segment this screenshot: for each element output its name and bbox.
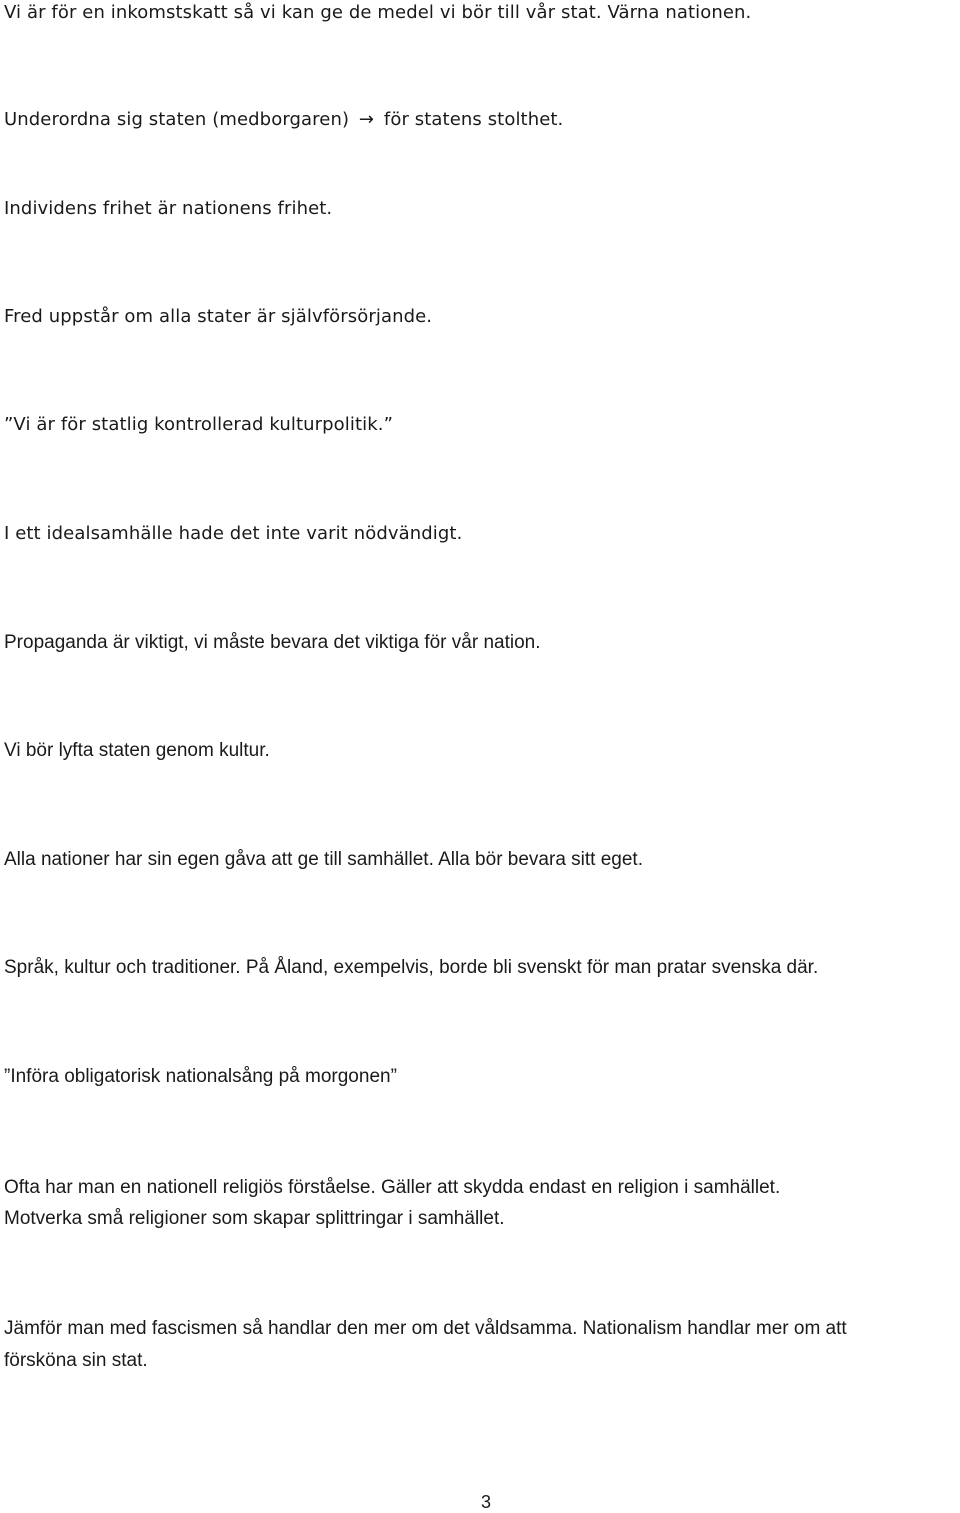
text-line-3: Individens frihet är nationens frihet. (4, 198, 333, 219)
text-line-4: Fred uppstår om alla stater är självförsörjande. (4, 306, 433, 327)
text-line-12: Ofta har man en nationell religiös förståelse. Gäller att skydda endast en religion i samhället. (4, 1177, 781, 1198)
text-line-10: Språk, kultur och traditioner. På Åland, exempelvis, borde bli svenskt för man pratar svenska där. (4, 957, 819, 978)
text-line-13: Motverka små religioner som skapar splittringar i samhället. (4, 1208, 505, 1229)
text-line-7: Propaganda är viktigt, vi måste bevara det viktiga för vår nation. (4, 632, 541, 653)
text-line-11: ”Införa obligatorisk nationalsång på morgonen” (4, 1066, 397, 1087)
text-line-8: Vi bör lyfta staten genom kultur. (4, 740, 270, 761)
text-line-2-start: Underordna sig staten (medborgaren) (4, 109, 350, 130)
page-number: 3 (481, 1492, 492, 1512)
text-line-14: Jämför man med fascismen så handlar den mer om det våldsamma. Nationalism handlar mer om att (4, 1318, 847, 1339)
text-line-9: Alla nationer har sin egen gåva att ge till samhället. Alla bör bevara sitt eget. (4, 849, 643, 870)
text-line-2-end: för statens stolthet. (383, 109, 564, 130)
text-line-1: Vi är för en inkomstskatt så vi kan ge de medel vi bör till vår stat. Värna nationen. (4, 2, 752, 23)
text-line-5: ”Vi är för statlig kontrollerad kulturpolitik.” (4, 414, 394, 435)
text-line-6: I ett idealsamhälle hade det inte varit nödvändigt. (4, 523, 463, 544)
text-line-15: försköna sin stat. (4, 1350, 148, 1371)
arrow-right-icon: → (358, 109, 375, 130)
text-line-2 (4, 111, 563, 129)
